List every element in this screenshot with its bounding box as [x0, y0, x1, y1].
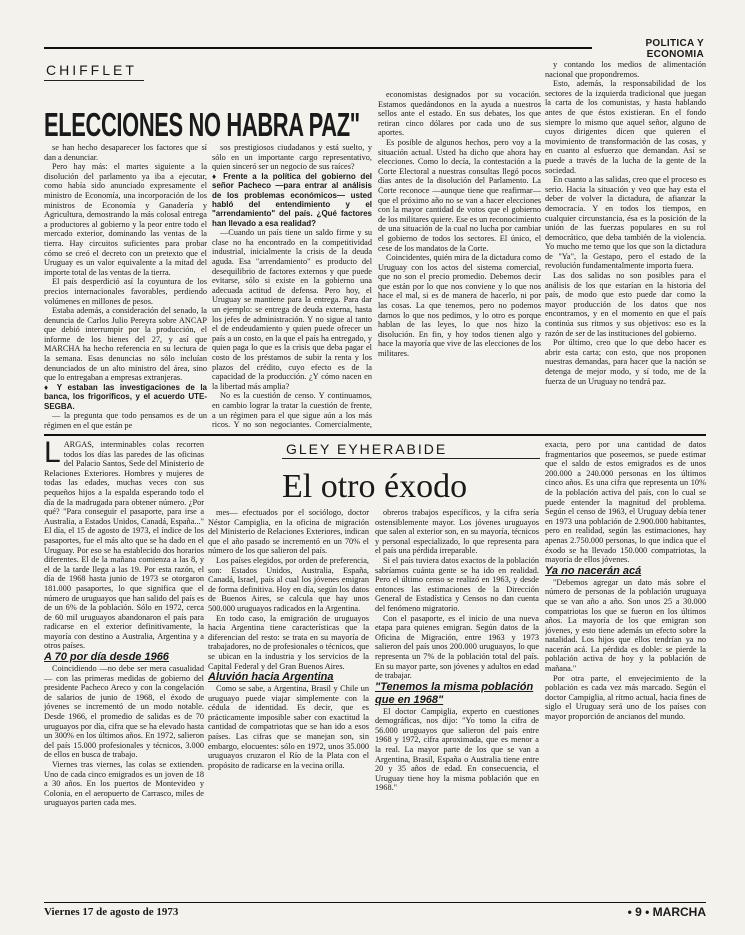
paragraph: Si el país tuviera datos exactos de la población sabríamos cuánta gente se ha ido en realidad. Pero el último censo se realizó en 1963, y desde entonces las estimaciones de la Dirección General de Estadística y Censos no dan cuenta del fenómeno migratorio. — [375, 555, 539, 613]
paragraph: sos prestigiosos ciudadanos y está suelto, y sólo en un importante cargo representativo, quien sinceró ser un negocio de sus raíces? — [212, 143, 372, 172]
paragraph: "Debemos agregar un dato más sobre el número de personas de la población uruguaya que se van año a año. Son unos 25 a 30.000 compatriotas los que se fueron en los últimos años. La mayoría de los que emigran son jóvenes, y esto tiene además un efecto sobre la natalidad. Los hijos que ellos tendrían ya no nacerán acá. La pérdida es doble: se pierde la población activa de hoy y la población de mañana." — [545, 577, 706, 674]
paragraph: mes— efectuados por el sociólogo, doctor Néstor Campiglia, en la oficina de migración del Ministerio de Relaciones Exteriores, indican que el año pasado se incrementó en un 70% el número de los que salieron del país. — [208, 508, 369, 556]
paragraph: Por último, creo que lo que debo hacer es abrir esta carta; con esto, que nos proponen nuestras demandas, para hacer que la nación se detenga de mejor modo, y sí todo, me de la fuerza de un Uruguay no tendrá paz. — [545, 338, 706, 386]
page-number-masthead: • 9 • MARCHA — [627, 905, 706, 919]
section-label: POLITICA Y ECONOMIA — [592, 38, 704, 52]
paragraph: Con el pasaporte, es el inicio de una nueva etapa para quienes emigran. Según datos de la Oficina de Migración, entre 1963 y 1973 salieron del país unos 200.000 uruguayos, lo que representa un 7% de la población total del país. En su mayor parte, son jóvenes y adultos en edad de trabajar. — [375, 613, 539, 681]
paragraph: obreros trabajos específicos, y la cifra sería ostensiblemente mayor. Los jóvenes uruguayos que salen al exterior son, en su mayoría, técnicos y personal especializado, lo que representa para el país una pérdida irreparable. — [375, 508, 539, 556]
paragraph: Estaba además, a consideración del senado, la denuncia de Carlos Julio Pereyra sobre ANCAP que debió interrumpir por la producción, el informe de los bienes del 27, y así que MARCHA ha hecho referencia en su lectura de la semana. Esas denuncias no sólo incluían denunciados de un alto ministro del área, sino que lo entregaban a empresas extranjeras. — [44, 306, 207, 383]
paragraph: El país desperdició así la coyuntura de los precios internacionales favorables, perdiendo volúmenes en millones de pesos. — [44, 277, 207, 306]
article1-column-2 — [212, 143, 372, 431]
question-bullet: ♦ Frente a la política del gobierno del señor Pacheco —para entrar al análisis de los problemas económicos— usted habló del entendimiento y el "arrendamiento" del país. ¿Qué factores han llevado a esa realidad? — [212, 171, 372, 228]
paragraph: Como se sabe, a Argentina, Brasil y Chile un uruguayo puede viajar simplemente con la cédula de identidad. Es decir, que es prácticamente imposible saber con exactitud la cantidad de compatriotas que se han ido a esos países. Las cifras que se manejan son, sin embargo, elocuentes: sólo en 1972, unos 35.000 uruguayos cruzaron el Río de la Plata con el propósito de radicarse en la vecina orilla. — [208, 684, 369, 770]
paragraph: ARGAS, interminables colas recorren todos los días las paredes de las oficinas del Palacio Santos, Sede del Ministerio de Relaciones Exteriores. Hombres y mujeres de todas las edades, muchas veces con sus pequeños hijos a la espalda esperando todo el día de la madrugada para obtener número. ¿Por qué? "Para conseguir el pasaporte, para irse a Australia, a Estados Unidos, Canadá, España..." El día, el 15 de agosto de 1973, el índice de los pasaportes, fue el más alto que se ha dado en el Uruguay. Por eso se ha establecido dos horarios diferentes. El de la mañana comienza a las 8, y el de la tarde llega a las 19. Por esta razón, el día de 1968 hasta junio de 1973 se otorgaron 181.000 pasaportes, lo que significa que el número de uruguayos que han salido del país es de un 6% de la población. Sólo en 1972, cerca de 60 mil uruguayos abandonaron el país para radicarse en el exterior definitivamente, la mayoría con destino a Australia, Argentina y a otros países. — [44, 440, 204, 651]
paragraph: se han hecho desaparecer los factores que sí dan a denunciar. — [44, 143, 207, 162]
drop-cap: L — [44, 440, 61, 469]
article1-headline: ELECCIONES NO HABRA PAZ" — [44, 106, 360, 143]
kicker-rule — [44, 80, 144, 81]
paragraph: Por otra parte, el envejecimiento de la población es cada vez más marcado. Según el doctor Campiglia, al ritmo actual, hacia fines de siglo el Uruguay será uno de los países con mayor proporción de ancianos del mundo. — [545, 673, 706, 722]
paragraph: Coincidentes, quién mira de la dictadura como Uruguay con los actos del sistema comercial, que no son el precio promedio. Debemos decir que están por lo que nos conviene y lo que nos hace el mal, si es de manera de hacerlo, ni por las cosas. La que tenemos, pero no podemos darnos lo que nos pedimos, y lo otro es porque hablan de las leyes, lo que nos hizo la disolución. En fin, y hoy todos tienen algo y hace la mayoría que vive de las elecciones de los militares. — [378, 253, 541, 359]
subheading: Aluvión hacia Argentina — [208, 671, 334, 684]
paragraph: economistas designados por su vocación. Estamos quedándonos en la ayuda a nuestros sellos ante el estado. En sus debates, los que retiran cinco dólares por cada uno de sus aportes. — [378, 90, 541, 138]
article2-column-3 — [375, 508, 539, 898]
article-divider — [44, 434, 706, 436]
paragraph: —Cuando un país tiene un saldo firme y su clase no ha encontrado en la competitividad industrial, inicialmente la crisis de la deuda aguda. Esa "arrendamiento" es producto del desequilibrio de factores externos y que puede evitarse, sólo si existe en la gobierno una adecuada actitud de defensa. Pero hoy, el Uruguay se mantiene para la entrega. Para dar un ejemplo: se entrega de deuda externa, hasta los jefes de administración. Y no sigue al tanto el de endeudamiento y quien puede ofrecer un país a un costo, en la que el país ha entregado, y quien paga lo que es la crisis que deba pagar el costo de los préstamos de subir la renta y los plazos del crédito, cuyo efecto es de la capacidad de la producción. ¿Y cómo nacen en la libertad más amplia? — [212, 228, 372, 391]
question-bullet: ♦ Y estaban las investigaciones de la banca, los frigoríficos, y el acuerdo UTE-SEGBA. — [44, 382, 207, 411]
paragraph: Esto, además, la responsabilidad de los sectores de la izquierda tradicional que juegan la carta de los comunistas, y hasta hablando antes de que éstos existieran. En el fondo siempre lo mismo que aquel señor, alguno de cuyos dirigentes dicen que quieren el movimiento de transformación de las cosas, y en cuanto al esfuerzo que demandan. Así se puede a través de la lucha de la gente de la sociedad. — [545, 79, 706, 175]
paragraph: Pero hay más: el martes siguiente a la disolución del parlamento ya iba a ejecutar, como había sido anunciado expresamente el ministro de Economía, una incorporación de los ministros de Economía y Ganadería y Agricultura, demostrando la más colosal entrega a productores al gobierno y la peor entre todo el mercado exterior, dominando las ventas de la tierra. Hay circuitos suficientes para probar cómo se creó el decreto con un pretexto que el Uruguay es un valor equivalente a la mitad del importe total de las ventas de la tierra. — [44, 162, 207, 277]
article2-column-4 — [545, 440, 706, 898]
subheading: "Tenemos la misma población que en 1968" — [375, 680, 534, 706]
paragraph: Viernes tras viernes, las colas se extienden. Uno de cada cinco emigrados es un joven de 18 a 30 años. En los puertos de Montevideo y Colonia, en el aeropuerto de Carrasco, miles de uruguayos parten cada mes. — [44, 760, 204, 808]
paragraph: — la pregunta que todo pensamos es de un régimen en el que están pe — [44, 411, 207, 430]
article2-column-1 — [44, 440, 204, 898]
footer-rule — [44, 902, 706, 903]
paragraph: y contando los medios de alimentación nacional que propondremos. — [545, 60, 706, 79]
paragraph: Es posible de algunos hechos, pero voy a la situación actual. Usted ha dicho que ahora hay elecciones. Como lo decía, la contestación a la Corte Electoral a nuestras consultas llegó pocos días antes de la disolución del Parlamento. La Corte reconoce —aunque tiene que reafirmar— que el próximo año no se van a hacer elecciones con la mayor cantidad de votos que el gobierno de los militares quiere. Ese es un reconocimiento de una situación de la cual no lucha por cambiar el gobierno de todos los sectores. El único, el cese de los mandatos de la Corte. — [378, 137, 541, 253]
paragraph: Los países elegidos, por orden de preferencia, son: Estados Unidos, Australia, España, Canadá, Israel, país al cual los jóvenes emigran de forma definitiva. Hoy en día, según los datos de Buenos Aires, se calcula que hay unos 500.000 uruguayos radicados en la Argentina. — [208, 555, 369, 613]
paragraph: Coincidiendo —no debe ser mera casualidad— con las primeras medidas de gobierno del presidente Pacheco Areco y con la congelación de salarios de junio de 1968, el éxodo de jóvenes se incrementó de un modo notable. Desde 1966, el promedio de salidas es de 70 uruguayos por día, cifra que se ha elevado hasta un 300% en los últimos años. En 1972, salieron del país 15.000 profesionales y técnicos, 3.000 de ellos en busca de trabajo. — [44, 664, 204, 760]
article1-kicker: CHIFFLET — [46, 62, 137, 78]
paragraph: exacta, pero por una cantidad de datos fragmentarios que poseemos, se puede estimar que el saldo de estos emigrados es de unos 200.000 a 240.000 personas en los últimos cinco años. Es una cifra que representa un 10% de la población activa del país, con lo cual se puede entender la magnitud del problema. Según el censo de 1963, el Uruguay debía tener en 1973 una población de 2.900.000 habitantes, pero en realidad, según las estimaciones, hay apenas 2.750.000 personas, lo que indica que el éxodo se ha llevado 150.000 compatriotas, la mayoría de ellos jóvenes. — [545, 440, 706, 565]
paragraph: En cuanto a las salidas, creo que el proceso es serio. Hacia la situación y veo que hay esta el deber de volver la dictadura, de afianzar la democracia. Y en todos los tiempos, en cualquier circunstancia, ésa es la posición de la unión de las fuerzas populares en su rol democrático, que deba también de la violencia. Yo mucho me temo que los que son la dictadura de "Ya", la Gestapo, pero el estado de la revolución fundamentalmente importa fuera. — [545, 175, 706, 271]
paragraph: No es la cuestión de censo. Y continuamos, en cambio lograr la tratar la cuestión de frente, a un régimen para el que sigue aún a los más ricos. Y no son negociantes. Comercialmente, — [212, 391, 372, 430]
article2-column-2 — [208, 508, 369, 898]
paragraph: Las dos salidas no son posibles para el análisis de los que estarían en la historia del país, de modo que esto puede dar como la mayor producción de los datos que nos encontramos, y en el momento en que el país continúa sus ritmos y sus objetivos: eso es la razón de ser de las instituciones del gobierno. — [545, 271, 706, 338]
article2-headline: El otro éxodo — [282, 468, 468, 505]
article2-kicker: GLEY EYHERABIDE — [286, 441, 448, 457]
article1-column-3 — [378, 90, 541, 431]
issue-date: Viernes 17 de agosto de 1973 — [44, 906, 179, 918]
article1-column-4 — [545, 60, 706, 431]
subheading: Ya no nacerán acá — [545, 564, 642, 577]
kicker-rule — [282, 458, 540, 459]
paragraph: El doctor Campiglia, experto en cuestiones demográficas, nos dijo: "Yo tomo la cifra de 56.000 uruguayos que salieron del país entre 1968 y 1972, cifra aproximada, que es menor a la real. La mayor parte de los que se van a Argentina, Brasil, España o Australia tiene entre 20 y 35 años de edad. En consecuencia, el Uruguay tiene hoy la misma población que en 1968." — [375, 706, 539, 793]
paragraph: En todo caso, la emigración de uruguayos hacia Argentina tiene características que la diferencian del resto: se trata en su mayoría de trabajadores, no de profesionales o técnicos, que se ubican en la industria y los servicios de la Capital Federal y del Gran Buenos Aires. — [208, 613, 369, 671]
article1-column-1 — [44, 143, 207, 431]
subheading: A 70 por día desde 1966 — [44, 651, 169, 664]
